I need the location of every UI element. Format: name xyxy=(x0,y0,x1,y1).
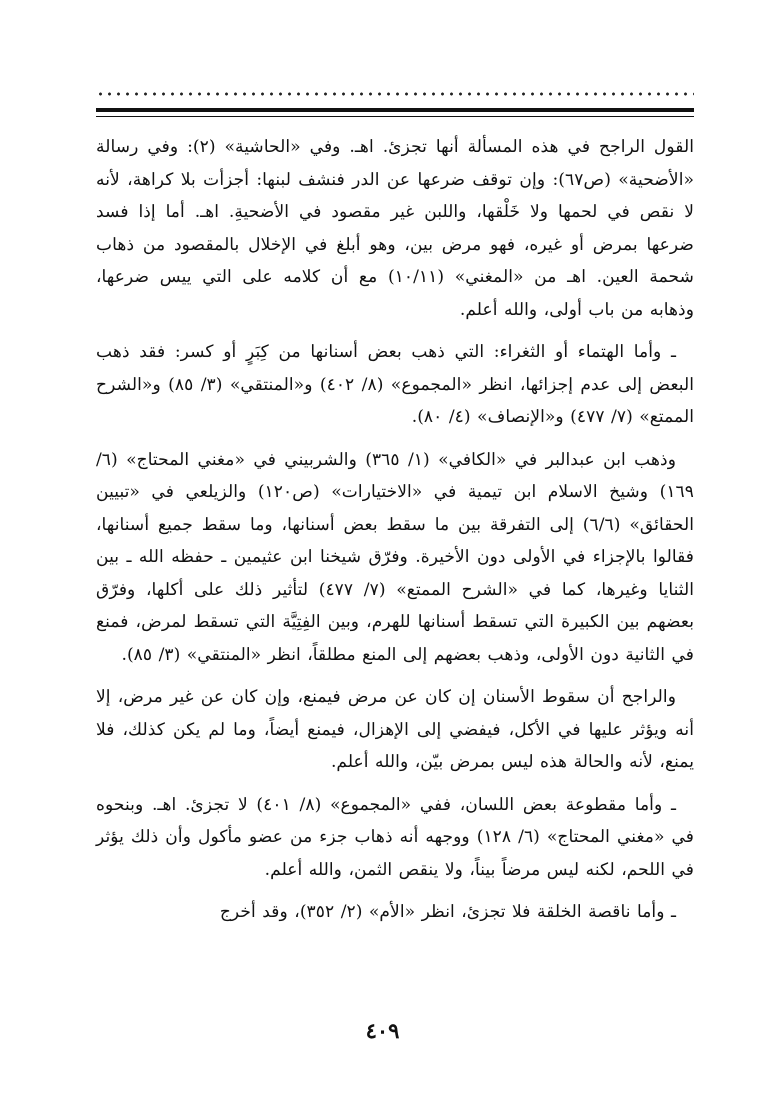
paragraph-4: والراجح أن سقوط الأسنان إن كان عن مرض فيمنع، وإن كان عن غير مرض، إلا أنه ويؤثر عليها في الأكل، فيفضي إلى الإهزال، فيمنع أيضاً، وما لم يكن كذلك، فلا يمنع، لأنه والحالة هذه ليس بمرض بيّن، والله أعلم. xyxy=(96,687,694,772)
paragraph-6: ـ وأما ناقصة الخلقة فلا تجزئ، انظر «الأم» (٢/ ٣٥٢)، وقد أخرج xyxy=(219,902,676,922)
page-number: ٤٠٩ xyxy=(365,1018,400,1043)
paragraph-5: ـ وأما مقطوعة بعض اللسان، ففي «المجموع» (٨/ ٤٠١) لا تجزئ. اهـ. وبنحوه في «مغني المحتاج» (٦/ ١٢٨) ووجهه أنه ذهاب جزء من عضو مأكول وأن ذلك يؤثر في اللحم، لكنه ليس مرضاً بيناً، ولا ينقص الثمن، والله أعلم. xyxy=(96,794,695,880)
paragraph-3: وذهب ابن عبدالبر في «الكافي» (١/ ٣٦٥) والشربيني في «مغني المحتاج» (٦/ ١٦٩) وشيخ الاسلام ابن تيمية في «الاختيارات» (ص١٢٠) والزيلعي في «تبيين الحقائق» (٦/٦) إلى التفرقة بين ما سقط بعض أسنانها، وما سقط جميع أسنانها، فقالوا بالإجزاء في الأولى دون الأخيرة. وفرّق شيخنا ابن عثيمين ـ حفظه الله ـ بين الثنايا وغيرها، كما في «الشرح الممتع» (٧/ ٤٧٧) لتأثير ذلك على أكلها، وفرّق بعضهم بين الكبيرة التي تسقط أسنانها للهرم، وبين الفِتِيَّة التي تسقط لمرض، فمنع في الثانية دون الأولى، وذهب بعضهم إلى المنع مطلقاً، انظر «المنتقي» (٣/ ٨٥). xyxy=(96,449,695,665)
body-text xyxy=(96,131,694,939)
paragraph-2: ـ وأما الهتماء أو الثغراء: التي ذهب بعض أسنانها من كِبَرٍ أو كسر: فقد ذهب البعض إلى عدم إجزائها، انظر «المجموع» (٨/ ٤٠٢) و«المنتقي» (٣/ ٨٥) و«الشرح الممتع» (٧/ ٤٧٧) و«الإنصاف» (٤/ ٨٠). xyxy=(96,342,694,427)
paragraph-1: القول الراجح في هذه المسألة أنها تجزئ. اهـ. وفي «الحاشية» (٢): وفي رسالة «الأضحية» (ص٦٧): وإن توقف ضرعها عن الدر فنشف لبنها: أجزأت بلا كراهة، لأنه لا نقص في لحمها ولا خَلْقها، واللبن غير مقصود في الأضحيةِ. اهـ. أما إذا فسد ضرعها بمرض أو غيره، فهو مرض بين، وهو أبلغ في الإخلال بالمقصود من ذهاب شحمة العين. اهـ من «المغني» (١٠/١١) مع أن كلامه على التي ييس ضرعها، وذهابه من باب أولى، والله أعلم. xyxy=(96,137,695,320)
header-rule-thin xyxy=(96,116,694,117)
header-rule-thick xyxy=(96,108,694,112)
dotted-header-rule xyxy=(96,91,694,97)
